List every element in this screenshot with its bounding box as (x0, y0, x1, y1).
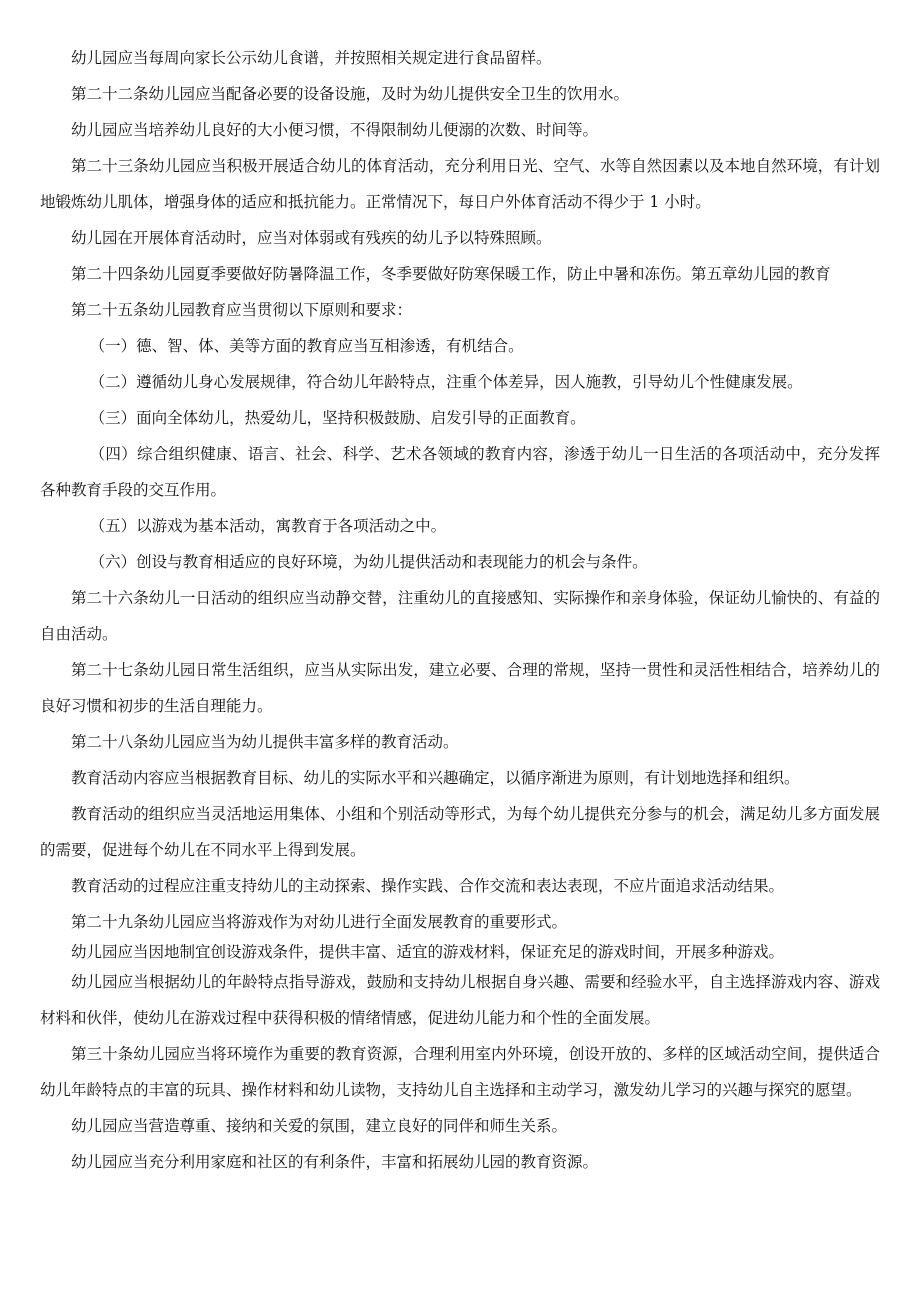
paragraph-article-29: 第二十九条幼儿园应当将游戏作为对幼儿进行全面发展教育的重要形式。 (71, 913, 568, 931)
list-item-2: （二）遵循幼儿身心发展规律，符合幼儿年龄特点，注重个体差异，因人施教，引导幼儿个性健康发展。 (89, 373, 803, 391)
paragraph-activity-organization: 教育活动的组织应当灵活地运用集体、小组和个别活动等形式，为每个幼儿提供充分参与的机会，满足幼儿多方面发展的需要，促进每个幼儿在不同水平上得到发展。 (40, 805, 880, 859)
paragraph-special-care: 幼儿园在开展体育活动时，应当对体弱或有残疾的幼儿予以特殊照顾。 (71, 229, 552, 247)
paragraph-activity-process: 教育活动的过程应注重支持幼儿的主动探索、操作实践、合作交流和表达表现，不应片面追求活动结果。 (71, 877, 785, 895)
paragraph-article-28: 第二十八条幼儿园应当为幼儿提供丰富多样的教育活动。 (71, 733, 459, 751)
paragraph-article-26: 第二十六条幼儿一日活动的组织应当动静交替，注重幼儿的直接感知、实际操作和亲身体验，保证幼儿愉快的、有益的自由活动。 (40, 589, 880, 643)
list-item-5: （五）以游戏为基本活动，寓教育于各项活动之中。 (89, 517, 447, 535)
paragraph-game-guidance: 幼儿园应当根据幼儿的年龄特点指导游戏，鼓励和支持幼儿根据自身兴趣、需要和经验水平，自主选择游戏内容、游戏材料和伙伴，使幼儿在游戏过程中获得积极的情绪情感，促进幼儿能力和个性的全面发展。 (40, 973, 880, 1027)
paragraph-food-menu: 幼儿园应当每周向家长公示幼儿食谱，并按照相关规定进行食品留样。 (71, 49, 552, 67)
paragraph-article-24: 第二十四条幼儿园夏季要做好防暑降温工作，冬季要做好防寒保暖工作，防止中暑和冻伤。第五章幼儿园的教育 (71, 265, 831, 283)
paragraph-toilet-habits: 幼儿园应当培养幼儿良好的大小便习惯，不得限制幼儿便溺的次数、时间等。 (71, 121, 599, 139)
paragraph-article-23: 第二十三条幼儿园应当积极开展适合幼儿的体育活动，充分利用日光、空气、水等自然因素以及本地自然环境，有计划地锻炼幼儿肌体，增强身体的适应和抵抗能力。正常情况下，每日户外体育活动不得少于 1 小时。 (40, 157, 880, 211)
paragraph-community-resources: 幼儿园应当充分利用家庭和社区的有利条件，丰富和拓展幼儿园的教育资源。 (71, 1153, 599, 1171)
paragraph-article-27: 第二十七条幼儿园日常生活组织，应当从实际出发，建立必要、合理的常规，坚持一贯性和灵活性相结合，培养幼儿的良好习惯和初步的生活自理能力。 (40, 661, 880, 715)
paragraph-article-25: 第二十五条幼儿园教育应当贯彻以下原则和要求： (71, 301, 413, 319)
list-item-4: （四）综合组织健康、语言、社会、科学、艺术各领域的教育内容，渗透于幼儿一日生活的各项活动中，充分发挥各种教育手段的交互作用。 (40, 445, 880, 499)
paragraph-game-conditions: 幼儿园应当因地制宜创设游戏条件，提供丰富、适宜的游戏材料，保证充足的游戏时间，开展多种游戏。 (71, 943, 785, 961)
paragraph-atmosphere: 幼儿园应当营造尊重、接纳和关爱的氛围，建立良好的同伴和师生关系。 (71, 1117, 568, 1135)
paragraph-activity-content: 教育活动内容应当根据教育目标、幼儿的实际水平和兴趣确定，以循序渐进为原则，有计划地选择和组织。 (71, 769, 800, 787)
list-item-1: （一）德、智、体、美等方面的教育应当互相渗透，有机结合。 (89, 337, 524, 355)
paragraph-article-22: 第二十二条幼儿园应当配备必要的设备设施，及时为幼儿提供安全卫生的饮用水。 (71, 85, 630, 103)
paragraph-article-30: 第三十条幼儿园应当将环境作为重要的教育资源，合理利用室内外环境，创设开放的、多样的区域活动空间，提供适合幼儿年龄特点的丰富的玩具、操作材料和幼儿读物，支持幼儿自主选择和主动学习，激发幼儿学习的兴趣与探究的愿望。 (40, 1045, 880, 1099)
list-item-6: （六）创设与教育相适应的良好环境，为幼儿提供活动和表现能力的机会与条件。 (89, 553, 648, 571)
list-item-3: （三）面向全体幼儿，热爱幼儿，坚持积极鼓励、启发引导的正面教育。 (89, 409, 586, 427)
